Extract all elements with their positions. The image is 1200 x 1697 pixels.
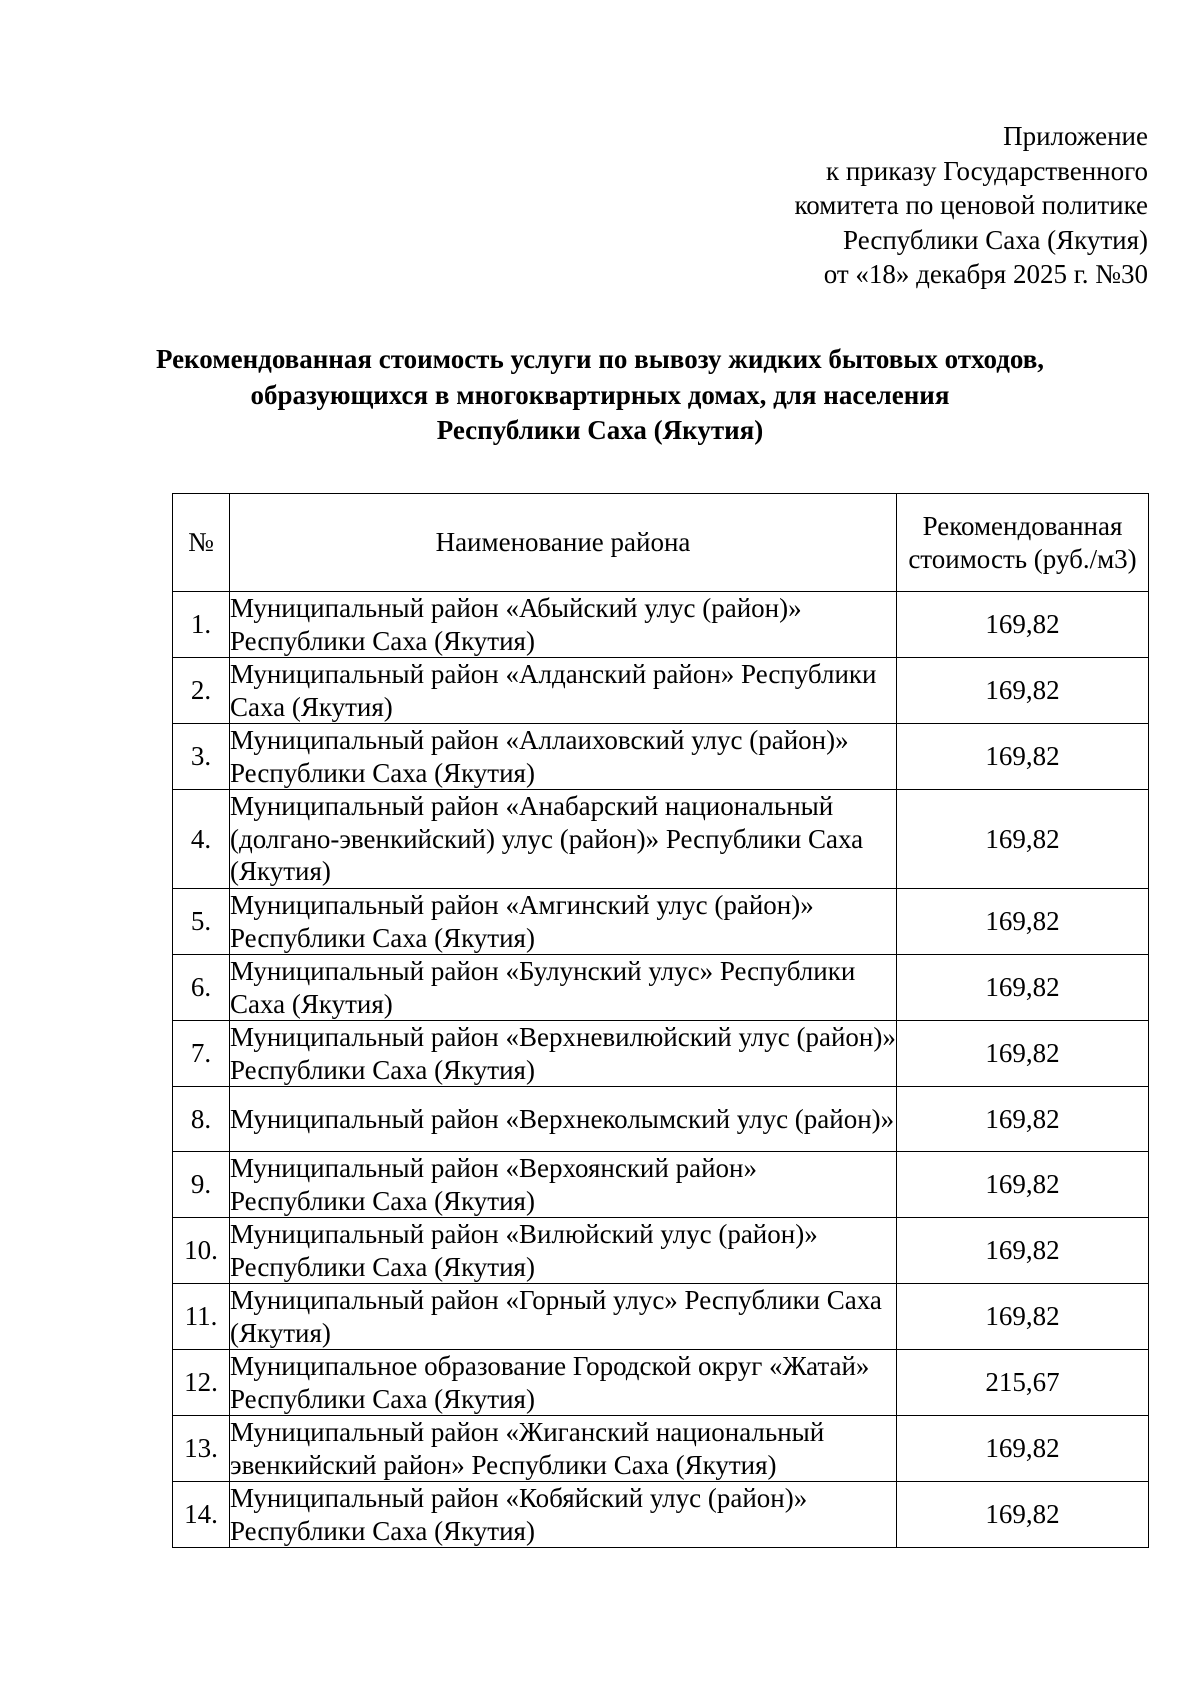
district-name: Муниципальный район «Верхневилюйский улус (район)» Республики Саха (Якутия)	[230, 1022, 896, 1085]
table-row	[173, 1416, 1149, 1482]
district-name: Муниципальный район «Вилюйский улус (район)» Республики Саха (Якутия)	[230, 1218, 897, 1284]
cost-value: 215,67	[897, 1350, 1149, 1416]
row-number: 14.	[173, 1482, 230, 1548]
row-number: 10.	[173, 1218, 230, 1284]
row-number: 3.	[173, 724, 230, 790]
district-name: Муниципальный район «Амгинский улус (район)» Республики Саха (Якутия)	[230, 889, 897, 955]
row-number: 12.	[173, 1350, 230, 1416]
cost-value: 169,82	[897, 1284, 1149, 1350]
table-row	[173, 658, 1149, 724]
row-number: 13.	[173, 1416, 230, 1482]
document-title	[0, 342, 1200, 449]
table-row	[173, 592, 1149, 658]
district-name: Муниципальное образование Городской округ «Жатай» Республики Саха (Якутия)	[230, 1350, 897, 1416]
row-number: 2.	[173, 658, 230, 724]
table-row	[173, 955, 1149, 1021]
table-header-row	[173, 494, 1149, 592]
table-row	[173, 1021, 1149, 1087]
cost-value: 169,82	[897, 1087, 1149, 1152]
cost-value: 169,82	[897, 1218, 1149, 1284]
row-number: 8.	[173, 1087, 230, 1152]
row-number: 9.	[173, 1152, 230, 1218]
cost-value: 169,82	[897, 790, 1149, 889]
cost-value: 169,82	[897, 658, 1149, 724]
district-name: Муниципальный район «Кобяйский улус (район)» Республики Саха (Якутия)	[230, 1482, 897, 1548]
row-number: 7.	[173, 1021, 230, 1087]
header-recommended-cost: Рекомендованная стоимость (руб./м3)	[897, 494, 1149, 592]
district-name: Муниципальный район «Жиганский национальный эвенкийский район» Республики Саха (Якутия)	[230, 1416, 897, 1482]
table-row	[173, 1218, 1149, 1284]
district-name: Муниципальный район «Алданский район» Республики Саха (Якутия)	[230, 658, 897, 724]
district-name: Муниципальный район «Верхнеколымский улус (район)»	[230, 1087, 897, 1152]
district-name: Муниципальный район «Булунский улус» Республики Саха (Якутия)	[230, 955, 897, 1021]
title-line: Республики Саха (Якутия)	[436, 415, 764, 445]
row-number: 5.	[173, 889, 230, 955]
appendix-header	[795, 119, 1148, 292]
appendix-line: Республики Саха (Якутия)	[843, 224, 1148, 255]
header-number: №	[173, 494, 230, 592]
table-row	[173, 889, 1149, 955]
cost-table	[172, 493, 1149, 1548]
row-number: 4.	[173, 790, 230, 889]
appendix-line: Приложение	[1003, 121, 1148, 151]
cost-value: 169,82	[897, 1416, 1149, 1482]
table-row	[173, 1152, 1149, 1218]
cost-value: 169,82	[897, 1021, 1149, 1087]
cost-value: 169,82	[897, 724, 1149, 790]
table-row	[173, 1482, 1149, 1548]
header-district-name: Наименование района	[230, 494, 897, 592]
district-name: Муниципальный район «Анабарский национальный (долгано-эвенкийский) улус (район)» Республики Саха (Якутия)	[230, 790, 897, 889]
cost-value: 169,82	[897, 955, 1149, 1021]
table-row	[173, 1350, 1149, 1416]
appendix-line: комитета по ценовой политике	[794, 190, 1148, 220]
appendix-line: к приказу Государственного	[825, 155, 1148, 186]
cost-value: 169,82	[897, 1482, 1149, 1548]
table-row	[173, 1087, 1149, 1152]
district-name: Муниципальный район «Абыйский улус (район)» Республики Саха (Якутия)	[230, 592, 897, 658]
row-number: 1.	[173, 592, 230, 658]
cost-value: 169,82	[897, 889, 1149, 955]
row-number: 11.	[173, 1284, 230, 1350]
district-name: Муниципальный район «Горный улус» Республики Саха (Якутия)	[230, 1284, 897, 1350]
table-row	[173, 1284, 1149, 1350]
district-name: Муниципальный район «Аллаиховский улус (район)» Республики Саха (Якутия)	[230, 724, 897, 790]
cost-value: 169,82	[897, 1152, 1149, 1218]
table-row	[173, 724, 1149, 790]
table-row	[173, 790, 1149, 889]
title-line: образующихся в многоквартирных домах, для населения	[250, 379, 950, 410]
title-line: Рекомендованная стоимость услуги по вывозу жидких бытовых отходов,	[155, 344, 1045, 374]
cost-value: 169,82	[897, 592, 1149, 658]
district-name: Муниципальный район «Верхоянский район» Республики Саха (Якутия)	[230, 1152, 897, 1218]
appendix-line: от «18» декабря 2025 г. №30	[823, 259, 1148, 289]
row-number: 6.	[173, 955, 230, 1021]
